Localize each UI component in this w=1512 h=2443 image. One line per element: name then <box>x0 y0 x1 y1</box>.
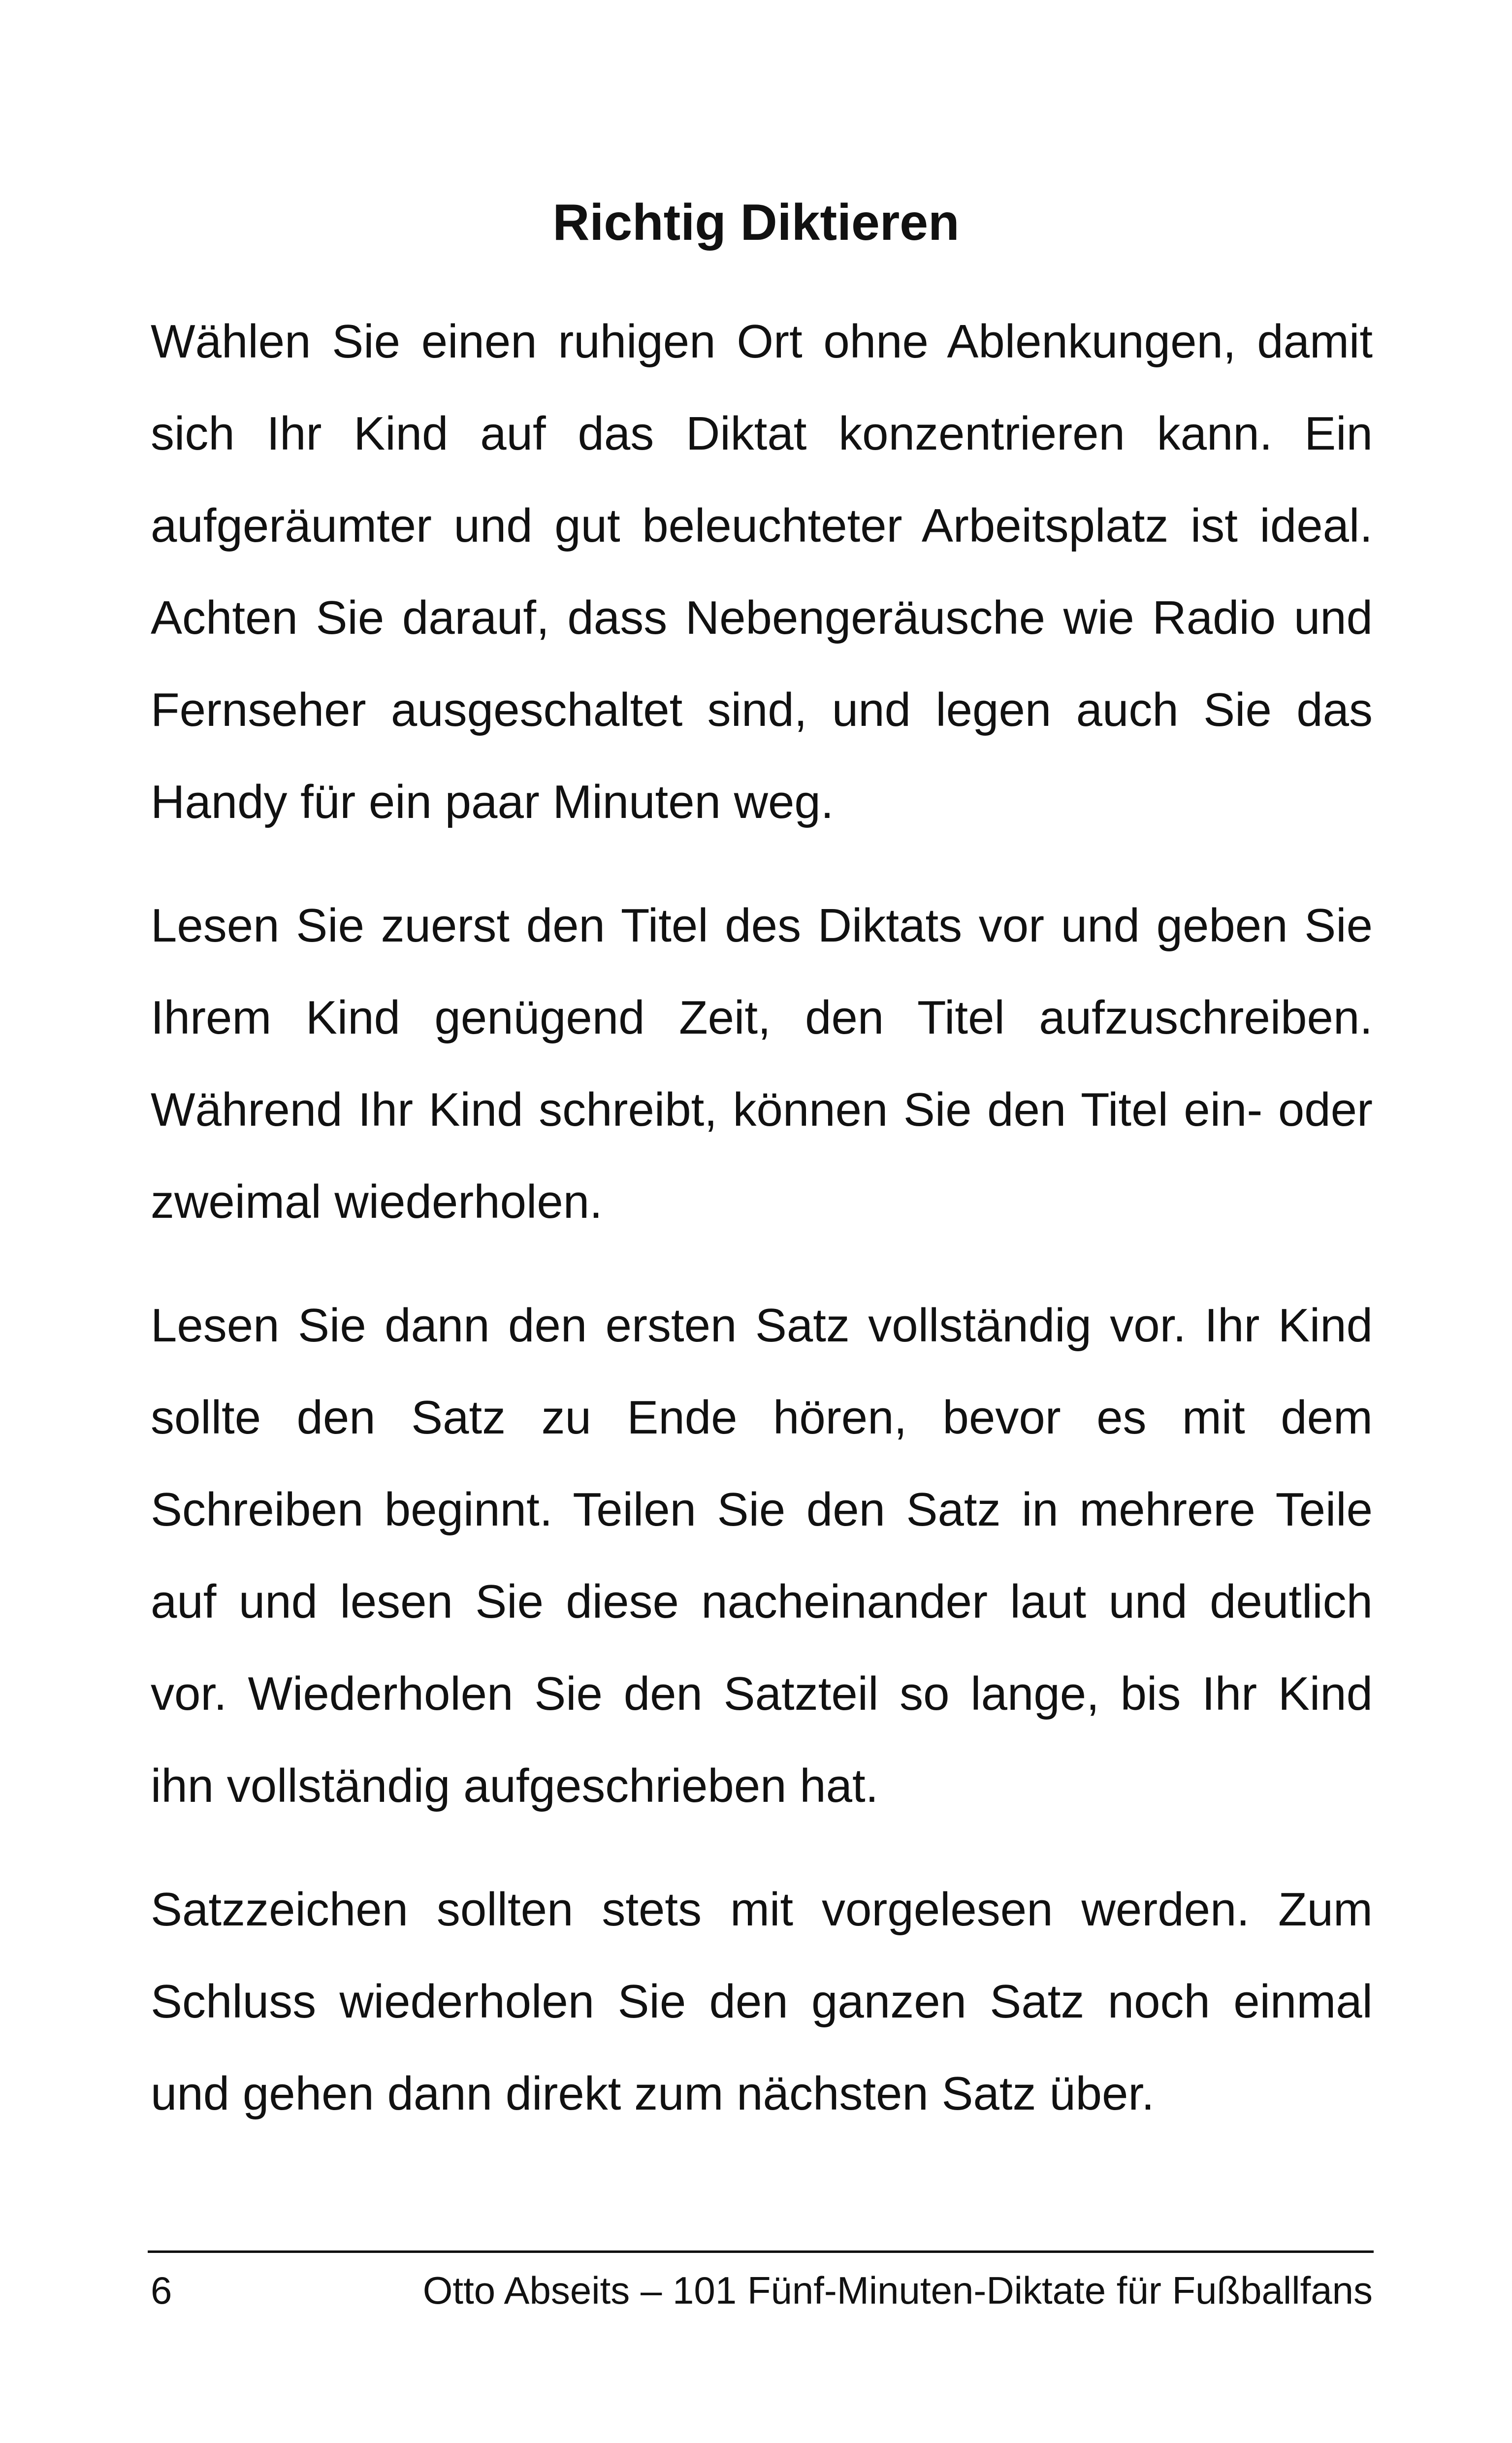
page-heading: Richtig Diktieren <box>552 194 960 251</box>
page-number: 6 <box>151 2269 172 2312</box>
paragraph: Lesen Sie zuerst den Titel des Diktats vor und geben Sie Ihrem Kind genügend Zeit, den Titel aufzuschreiben. Während Ihr Kind schreibt, können Sie den Titel ein- oder zweimal wiederholen. <box>151 899 1373 1228</box>
footer-divider <box>148 2250 1374 2253</box>
footer-book-title: Otto Abseits – 101 Fünf-Minuten-Diktate für Fußballfans <box>422 2269 1373 2312</box>
paragraph: Satzzeichen sollten stets mit vorgelesen werden. Zum Schluss wiederholen Sie den ganzen Satz noch einmal und gehen dann direkt zum nächsten Satz über. <box>151 1883 1373 2120</box>
paragraph: Lesen Sie dann den ersten Satz vollständig vor. Ihr Kind sollte den Satz zu Ende hören, bevor es mit dem Schreiben beginnt. Teilen Sie den Satz in mehrere Teile auf und lesen Sie diese nacheinander laut und deutlich vor. Wiederholen Sie den Satzteil so lange, bis Ihr Kind ihn vollständig aufgeschrieben hat. <box>151 1299 1373 1812</box>
body-text <box>151 295 1373 2140</box>
paragraph: Wählen Sie einen ruhigen Ort ohne Ablenkungen, damit sich Ihr Kind auf das Diktat konzentrieren kann. Ein aufgeräumter und gut beleuchteter Arbeitsplatz ist ideal. Achten Sie darauf, dass Nebengeräusche wie Radio und Fernseher ausgeschaltet sind, und legen auch Sie das Handy für ein paar Minuten weg. <box>151 315 1373 828</box>
